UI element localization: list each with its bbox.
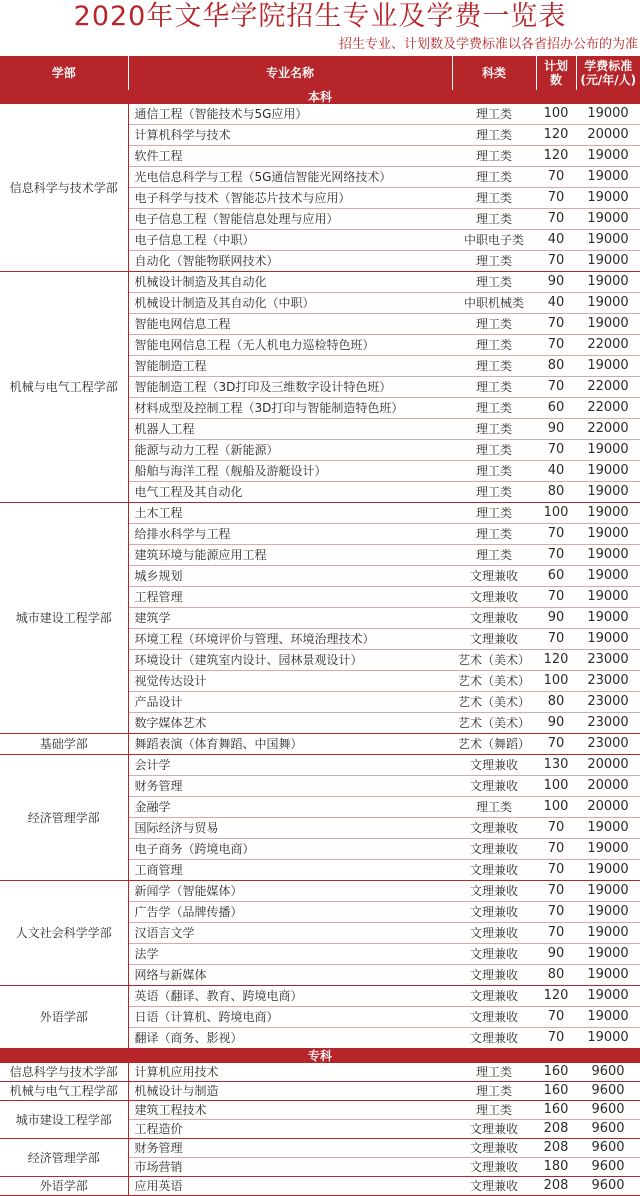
plan-cell: 70 <box>536 860 576 881</box>
table-row <box>0 1082 640 1101</box>
major-cell: 智能制造工程（3D打印及三维数字设计特色班） <box>128 377 452 398</box>
plan-cell: 70 <box>536 839 576 860</box>
major-cell: 建筑环境与能源应用工程 <box>128 545 452 566</box>
fee-cell: 23000 <box>576 713 640 734</box>
fee-cell: 22000 <box>576 398 640 419</box>
category-cell: 理工类 <box>452 104 536 125</box>
dept-cell: 信息科学与技术学部 <box>0 104 128 272</box>
category-cell: 理工类 <box>452 125 536 146</box>
category-cell: 文理兼收 <box>452 1158 536 1177</box>
fee-cell: 19000 <box>576 356 640 377</box>
major-cell: 工商管理 <box>128 860 452 881</box>
major-cell: 光电信息科学与工程（5G通信智能光网络技术） <box>128 167 452 188</box>
category-cell: 理工类 <box>452 209 536 230</box>
category-cell: 理工类 <box>452 1101 536 1120</box>
category-cell: 理工类 <box>452 335 536 356</box>
major-cell: 智能电网信息工程（无人机电力巡检特色班） <box>128 335 452 356</box>
major-cell: 舞蹈表演（体育舞蹈、中国舞） <box>128 734 452 755</box>
plan-cell: 100 <box>536 671 576 692</box>
category-cell: 理工类 <box>452 524 536 545</box>
major-cell: 产品设计 <box>128 692 452 713</box>
category-cell: 艺术（美术） <box>452 650 536 671</box>
category-cell: 文理兼收 <box>452 818 536 839</box>
plan-cell: 90 <box>536 608 576 629</box>
table-row <box>0 1139 640 1158</box>
category-cell: 文理兼收 <box>452 986 536 1007</box>
category-cell: 艺术（美术） <box>452 692 536 713</box>
category-cell: 理工类 <box>452 251 536 272</box>
category-cell: 艺术（美术） <box>452 713 536 734</box>
major-cell: 建筑工程技术 <box>128 1101 452 1120</box>
plan-cell: 80 <box>536 482 576 503</box>
fee-cell: 23000 <box>576 692 640 713</box>
category-cell: 理工类 <box>452 314 536 335</box>
category-cell: 艺术（美术） <box>452 671 536 692</box>
table-row <box>0 1101 640 1120</box>
fee-cell: 19000 <box>576 608 640 629</box>
fee-cell: 23000 <box>576 671 640 692</box>
plan-cell: 70 <box>536 587 576 608</box>
major-cell: 计算机应用技术 <box>128 1063 452 1082</box>
fee-cell: 19000 <box>576 230 640 251</box>
major-cell: 工程管理 <box>128 587 452 608</box>
major-cell: 数字媒体艺术 <box>128 713 452 734</box>
plan-cell: 70 <box>536 629 576 650</box>
fee-cell: 19000 <box>576 944 640 965</box>
plan-cell: 208 <box>536 1120 576 1139</box>
plan-cell: 180 <box>536 1158 576 1177</box>
category-cell: 理工类 <box>452 440 536 461</box>
category-cell: 文理兼收 <box>452 881 536 902</box>
major-cell: 智能电网信息工程 <box>128 314 452 335</box>
category-cell: 理工类 <box>452 167 536 188</box>
major-cell: 广告学（品牌传播） <box>128 902 452 923</box>
major-cell: 环境工程（环境评价与管理、环境治理技术） <box>128 629 452 650</box>
plan-cell: 70 <box>536 524 576 545</box>
fee-cell: 20000 <box>576 125 640 146</box>
fee-cell: 19000 <box>576 566 640 587</box>
category-cell: 理工类 <box>452 503 536 524</box>
plan-cell: 208 <box>536 1139 576 1158</box>
page-title: 2020年文华学院招生专业及学费一览表 <box>0 0 640 34</box>
plan-cell: 70 <box>536 188 576 209</box>
plan-cell: 70 <box>536 377 576 398</box>
fee-cell: 19000 <box>576 1028 640 1049</box>
fee-cell: 19000 <box>576 1007 640 1028</box>
dept-cell: 人文社会科学学部 <box>0 881 128 986</box>
category-cell: 理工类 <box>452 146 536 167</box>
col-fee-header-line1: 学费标准 <box>577 59 640 73</box>
major-cell: 机械设计与制造 <box>128 1082 452 1101</box>
section-header-row <box>0 1049 640 1064</box>
category-cell: 文理兼收 <box>452 755 536 776</box>
page-subtitle: 招生专业、计划数及学费标准以各省招办公布的为准 <box>0 34 640 56</box>
category-cell: 文理兼收 <box>452 965 536 986</box>
category-cell: 理工类 <box>452 461 536 482</box>
fee-cell: 9600 <box>576 1063 640 1082</box>
table-body <box>0 90 640 1196</box>
col-major-header: 专业名称 <box>128 56 452 90</box>
major-cell: 电子信息工程（中职） <box>128 230 452 251</box>
fee-cell: 19000 <box>576 503 640 524</box>
fee-cell: 19000 <box>576 818 640 839</box>
fee-cell: 19000 <box>576 188 640 209</box>
plan-cell: 70 <box>536 335 576 356</box>
major-cell: 软件工程 <box>128 146 452 167</box>
category-cell: 文理兼收 <box>452 1120 536 1139</box>
major-cell: 国际经济与贸易 <box>128 818 452 839</box>
category-cell: 理工类 <box>452 377 536 398</box>
plan-cell: 70 <box>536 1028 576 1049</box>
fee-cell: 22000 <box>576 335 640 356</box>
major-cell: 日语（计算机、跨境电商） <box>128 1007 452 1028</box>
plan-cell: 90 <box>536 272 576 293</box>
major-cell: 环境设计（建筑室内设计、园林景观设计） <box>128 650 452 671</box>
col-fee-header-line2: (元/年/人) <box>577 73 640 87</box>
category-cell: 理工类 <box>452 1082 536 1101</box>
dept-cell: 城市建设工程学部 <box>0 1101 128 1139</box>
major-cell: 能源与动力工程（新能源） <box>128 440 452 461</box>
fee-cell: 20000 <box>576 755 640 776</box>
fee-cell: 19000 <box>576 482 640 503</box>
plan-cell: 130 <box>536 755 576 776</box>
category-cell: 理工类 <box>452 419 536 440</box>
dept-cell: 外语学部 <box>0 1177 128 1196</box>
plan-cell: 120 <box>536 146 576 167</box>
fee-cell: 19000 <box>576 860 640 881</box>
plan-cell: 70 <box>536 209 576 230</box>
plan-cell: 100 <box>536 503 576 524</box>
fee-cell: 9600 <box>576 1082 640 1101</box>
major-cell: 机械设计制造及其自动化 <box>128 272 452 293</box>
fee-cell: 23000 <box>576 650 640 671</box>
plan-cell: 70 <box>536 1007 576 1028</box>
major-cell: 机械设计制造及其自动化（中职） <box>128 293 452 314</box>
plan-cell: 160 <box>536 1082 576 1101</box>
major-cell: 金融学 <box>128 797 452 818</box>
fee-cell: 19000 <box>576 839 640 860</box>
table-row <box>0 986 640 1007</box>
major-cell: 汉语言文学 <box>128 923 452 944</box>
category-cell: 理工类 <box>452 1063 536 1082</box>
category-cell: 文理兼收 <box>452 923 536 944</box>
category-cell: 文理兼收 <box>452 1028 536 1049</box>
fee-cell: 19000 <box>576 209 640 230</box>
major-cell: 电子科学与技术（智能芯片技术与应用） <box>128 188 452 209</box>
plan-cell: 70 <box>536 314 576 335</box>
major-cell: 工程造价 <box>128 1120 452 1139</box>
fee-cell: 19000 <box>576 146 640 167</box>
fee-cell: 9600 <box>576 1120 640 1139</box>
col-plan-header-line2: 数 <box>537 73 576 87</box>
major-cell: 船舶与海洋工程（舰船及游艇设计） <box>128 461 452 482</box>
section-header-row <box>0 90 640 104</box>
category-cell: 文理兼收 <box>452 839 536 860</box>
fee-cell: 9600 <box>576 1177 640 1196</box>
fee-cell: 19000 <box>576 923 640 944</box>
fee-cell: 19000 <box>576 965 640 986</box>
fee-cell: 19000 <box>576 902 640 923</box>
major-cell: 通信工程（智能技术与5G应用） <box>128 104 452 125</box>
dept-cell: 城市建设工程学部 <box>0 503 128 734</box>
major-cell: 应用英语 <box>128 1177 452 1196</box>
category-cell: 理工类 <box>452 797 536 818</box>
category-cell: 艺术（舞蹈） <box>452 734 536 755</box>
section-label: 专科 <box>0 1049 640 1064</box>
table-row <box>0 1063 640 1082</box>
plan-cell: 40 <box>536 461 576 482</box>
fee-cell: 22000 <box>576 419 640 440</box>
major-cell: 翻译（商务、影视） <box>128 1028 452 1049</box>
plan-cell: 90 <box>536 419 576 440</box>
major-cell: 城乡规划 <box>128 566 452 587</box>
col-dept-header: 学部 <box>0 56 128 90</box>
table-row <box>0 755 640 776</box>
category-cell: 中职电子类 <box>452 230 536 251</box>
major-cell: 会计学 <box>128 755 452 776</box>
major-cell: 电子商务（跨境电商） <box>128 839 452 860</box>
plan-cell: 70 <box>536 734 576 755</box>
dept-cell: 外语学部 <box>0 986 128 1049</box>
category-cell: 文理兼收 <box>452 902 536 923</box>
col-category-header: 科类 <box>452 56 536 90</box>
enrollment-table <box>0 56 640 1196</box>
plan-cell: 70 <box>536 251 576 272</box>
section-label: 本科 <box>0 90 640 104</box>
category-cell: 中职机械类 <box>452 293 536 314</box>
fee-cell: 19000 <box>576 251 640 272</box>
category-cell: 文理兼收 <box>452 587 536 608</box>
fee-cell: 19000 <box>576 545 640 566</box>
fee-cell: 19000 <box>576 881 640 902</box>
fee-cell: 9600 <box>576 1158 640 1177</box>
major-cell: 材料成型及控制工程（3D打印与智能制造特色班） <box>128 398 452 419</box>
major-cell: 新闻学（智能媒体） <box>128 881 452 902</box>
major-cell: 英语（翻译、教育、跨境电商） <box>128 986 452 1007</box>
fee-cell: 19000 <box>576 629 640 650</box>
plan-cell: 100 <box>536 104 576 125</box>
category-cell: 文理兼收 <box>452 1007 536 1028</box>
category-cell: 理工类 <box>452 398 536 419</box>
dept-cell: 机械与电气工程学部 <box>0 272 128 503</box>
plan-cell: 40 <box>536 293 576 314</box>
major-cell: 机器人工程 <box>128 419 452 440</box>
fee-cell: 19000 <box>576 293 640 314</box>
plan-cell: 70 <box>536 881 576 902</box>
major-cell: 法学 <box>128 944 452 965</box>
dept-cell: 信息科学与技术学部 <box>0 1063 128 1082</box>
major-cell: 电子信息工程（智能信息处理与应用） <box>128 209 452 230</box>
table-row <box>0 734 640 755</box>
col-fee-header <box>576 56 640 90</box>
plan-cell: 40 <box>536 230 576 251</box>
dept-cell: 机械与电气工程学部 <box>0 1082 128 1101</box>
fee-cell: 19000 <box>576 272 640 293</box>
fee-cell: 19000 <box>576 314 640 335</box>
category-cell: 理工类 <box>452 272 536 293</box>
plan-cell: 120 <box>536 125 576 146</box>
plan-cell: 90 <box>536 713 576 734</box>
category-cell: 文理兼收 <box>452 608 536 629</box>
major-cell: 电气工程及其自动化 <box>128 482 452 503</box>
col-plan-header-line1: 计划 <box>537 59 576 73</box>
fee-cell: 20000 <box>576 776 640 797</box>
fee-cell: 9600 <box>576 1101 640 1120</box>
category-cell: 文理兼收 <box>452 860 536 881</box>
plan-cell: 160 <box>536 1063 576 1082</box>
table-header <box>0 56 640 90</box>
fee-cell: 19000 <box>576 986 640 1007</box>
fee-cell: 19000 <box>576 440 640 461</box>
plan-cell: 120 <box>536 650 576 671</box>
major-cell: 网络与新媒体 <box>128 965 452 986</box>
plan-cell: 80 <box>536 356 576 377</box>
plan-cell: 70 <box>536 818 576 839</box>
category-cell: 理工类 <box>452 545 536 566</box>
fee-cell: 19000 <box>576 587 640 608</box>
table-row <box>0 272 640 293</box>
category-cell: 文理兼收 <box>452 1139 536 1158</box>
table-row <box>0 104 640 125</box>
fee-cell: 19000 <box>576 524 640 545</box>
table-row <box>0 1177 640 1196</box>
plan-cell: 60 <box>536 398 576 419</box>
plan-cell: 80 <box>536 692 576 713</box>
dept-cell: 基础学部 <box>0 734 128 755</box>
category-cell: 理工类 <box>452 188 536 209</box>
major-cell: 计算机科学与技术 <box>128 125 452 146</box>
category-cell: 理工类 <box>452 356 536 377</box>
major-cell: 自动化（智能物联网技术） <box>128 251 452 272</box>
plan-cell: 100 <box>536 776 576 797</box>
major-cell: 建筑学 <box>128 608 452 629</box>
major-cell: 土木工程 <box>128 503 452 524</box>
major-cell: 财务管理 <box>128 776 452 797</box>
plan-cell: 70 <box>536 167 576 188</box>
fee-cell: 22000 <box>576 377 640 398</box>
plan-cell: 60 <box>536 566 576 587</box>
major-cell: 市场营销 <box>128 1158 452 1177</box>
fee-cell: 19000 <box>576 461 640 482</box>
major-cell: 智能制造工程 <box>128 356 452 377</box>
plan-cell: 70 <box>536 902 576 923</box>
category-cell: 文理兼收 <box>452 944 536 965</box>
plan-cell: 160 <box>536 1101 576 1120</box>
fee-cell: 23000 <box>576 734 640 755</box>
fee-cell: 20000 <box>576 797 640 818</box>
plan-cell: 120 <box>536 986 576 1007</box>
dept-cell: 经济管理学部 <box>0 1139 128 1177</box>
major-cell: 财务管理 <box>128 1139 452 1158</box>
category-cell: 文理兼收 <box>452 629 536 650</box>
plan-cell: 90 <box>536 944 576 965</box>
fee-cell: 9600 <box>576 1139 640 1158</box>
plan-cell: 70 <box>536 545 576 566</box>
category-cell: 文理兼收 <box>452 776 536 797</box>
major-cell: 视觉传达设计 <box>128 671 452 692</box>
plan-cell: 100 <box>536 797 576 818</box>
plan-cell: 80 <box>536 965 576 986</box>
col-plan-header <box>536 56 576 90</box>
fee-cell: 19000 <box>576 104 640 125</box>
plan-cell: 70 <box>536 923 576 944</box>
plan-cell: 208 <box>536 1177 576 1196</box>
category-cell: 文理兼收 <box>452 1177 536 1196</box>
dept-cell: 经济管理学部 <box>0 755 128 881</box>
table-row <box>0 881 640 902</box>
fee-cell: 19000 <box>576 167 640 188</box>
major-cell: 给排水科学与工程 <box>128 524 452 545</box>
category-cell: 文理兼收 <box>452 566 536 587</box>
plan-cell: 70 <box>536 440 576 461</box>
table-row <box>0 503 640 524</box>
category-cell: 理工类 <box>452 482 536 503</box>
